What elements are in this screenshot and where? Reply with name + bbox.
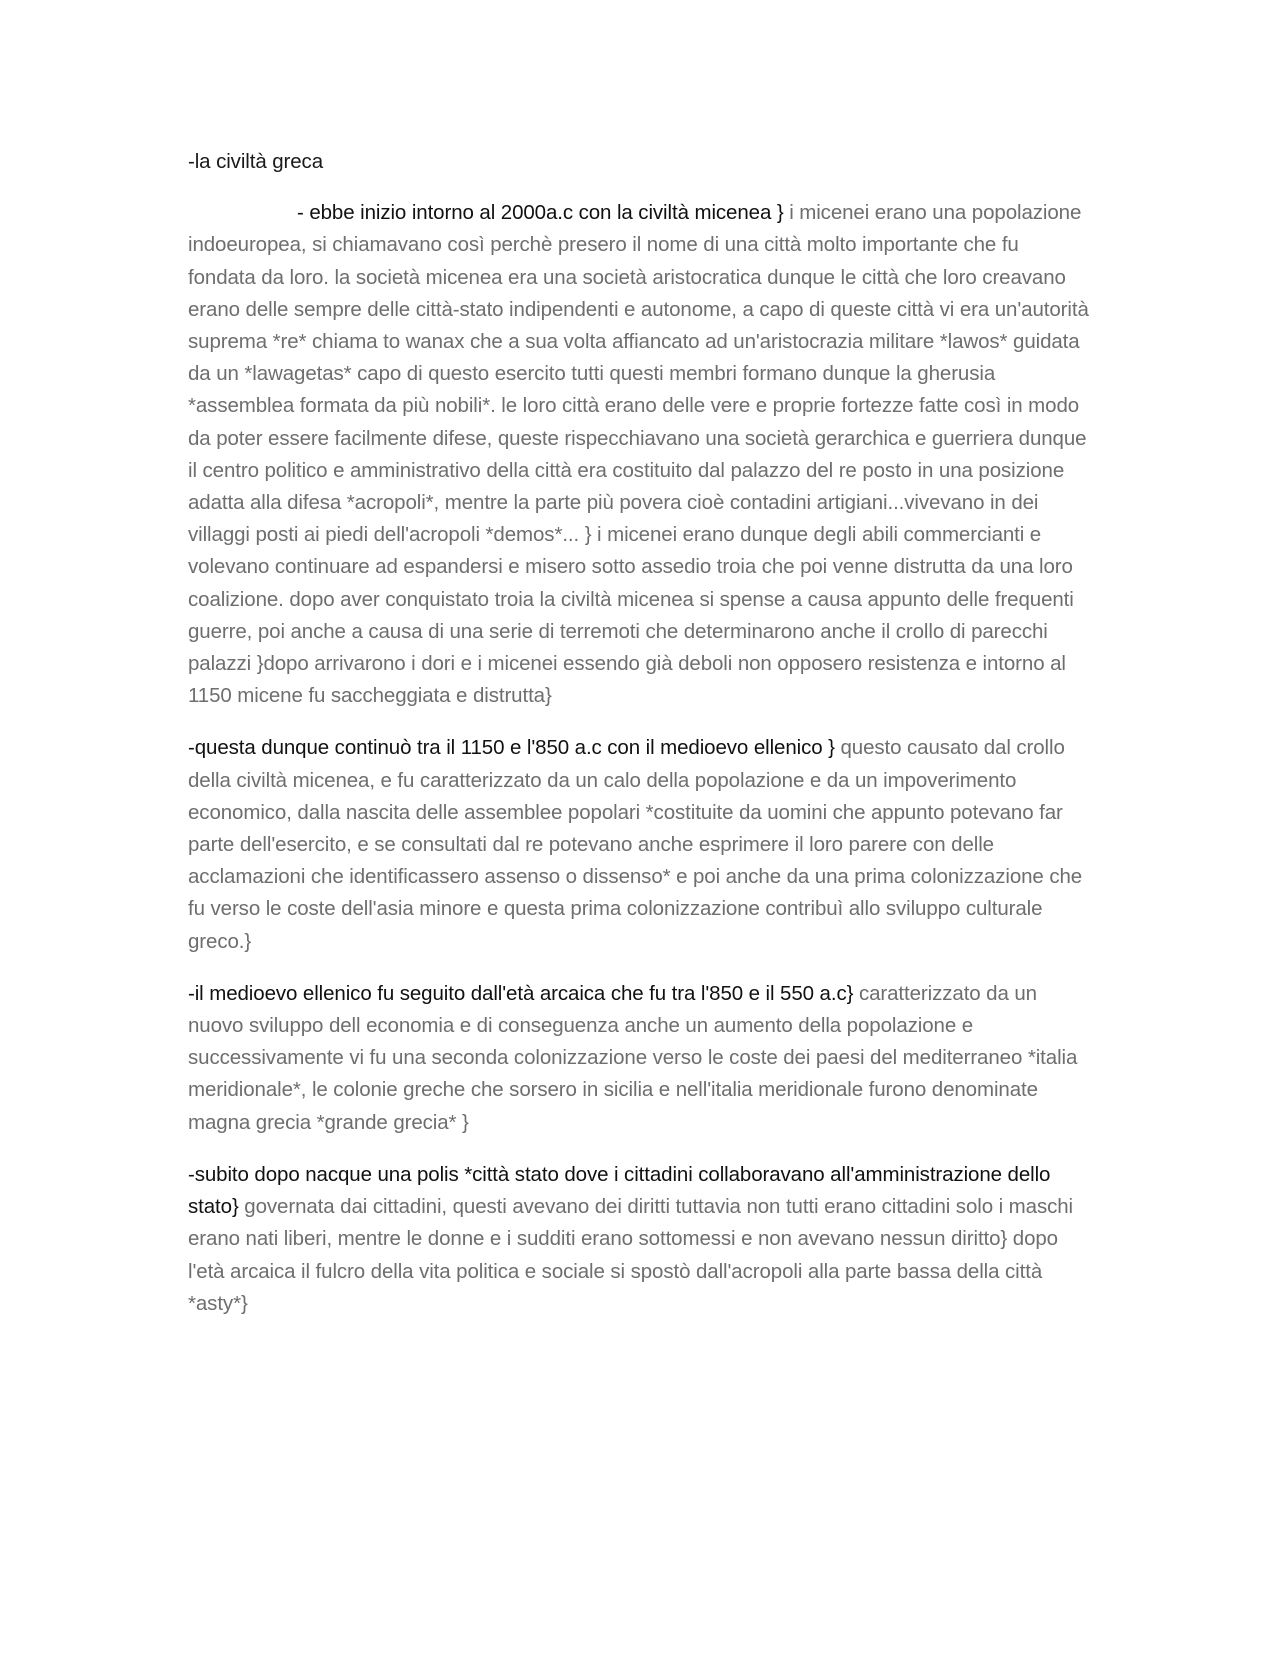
document-page — [188, 146, 1092, 1340]
document-title: -la civiltà greca — [188, 150, 324, 173]
paragraph-lead: -subito dopo nacque una polis *città stato dove i cittadini collaboravano all'amministrazione dello stato} — [188, 1162, 1051, 1219]
paragraph-micenei — [188, 197, 1092, 712]
paragraph-polis — [188, 1159, 1092, 1320]
paragraph-body: i micenei erano una popolazione indoeuropea, si chiamavano così perchè presero il nome di una città molto importante che fu fondata da loro. la società micenea era una società aristocratica dunque le città che loro creavano erano delle sempre delle città-stato indipendenti e autonome, a capo di queste città vi era un'autorità suprema *re* chiama to wanax che a sua volta affiancato ad un'aristocrazia militare *lawos* guidata da un *lawagetas* capo di questo esercito tutti questi membri formano dunque la gherusia *assemblea formata da più nobili*. le loro città erano delle vere e proprie fortezze fatte così in modo da poter essere facilmente difese, queste rispecchiavano una società gerarchica e guerriera dunque il centro politico e amministrativo della città era costituito dal palazzo del re posto in una posizione adatta alla difesa *acropoli*, mentre la parte più povera cioè contadini artigiani...vivevano in dei villaggi posti ai piedi dell'acropoli *demos*... } i micenei erano dunque degli abili commercianti e volevano continuare ad espandersi e misero sotto assedio troia che poi venne distrutta da una loro coalizione. dopo aver conquistato troia la civiltà micenea si spense a causa appunto delle frequenti guerre, poi anche a causa di una serie di terremoti che determinarono anche il crollo di parecchi palazzi }dopo arrivarono i dori e i micenei essendo già deboli non opposero resistenza e intorno al 1150 micene fu saccheggiata e distrutta} — [188, 201, 1089, 708]
paragraph-body: questo causato dal crollo della civiltà micenea, e fu caratterizzato da un calo della popolazione e da un impoverimento economico, dalla nascita delle assemblee popolari *costituite da uomini che appunto potevano far parte dell'esercito, e se consultati dal re potevano anche esprimere il loro parere con delle acclamazioni che identificassero assenso o dissenso* e poi anche da una prima colonizzazione che fu verso le coste dell'asia minore e questa prima colonizzazione contribuì allo sviluppo culturale greco.} — [188, 736, 1083, 953]
paragraph-lead: -il medioevo ellenico fu seguito dall'età arcaica che fu tra l'850 e il 550 a.c} — [188, 981, 854, 1005]
paragraph-lead: - ebbe inizio intorno al 2000a.c con la civiltà micenea } — [297, 201, 784, 225]
paragraph-eta-arcaica — [188, 978, 1092, 1139]
paragraph-medioevo-ellenico — [188, 732, 1092, 957]
paragraph-body: governata dai cittadini, questi avevano dei diritti tuttavia non tutti erano cittadini solo i maschi erano nati liberi, mentre le donne e i sudditi erano sottomessi e non avevano nessun diritto} dopo l'età arcaica il fulcro della vita politica e sociale si spostò dall'acropoli alla parte bassa della città *asty*} — [188, 1195, 1073, 1315]
paragraph-lead: -questa dunque continuò tra il 1150 e l'850 a.c con il medioevo ellenico } — [188, 736, 835, 760]
paragraph-body: caratterizzato da un nuovo sviluppo dell economia e di conseguenza anche un aumento della popolazione e successivamente vi fu una seconda colonizzazione verso le coste dei paesi del mediterraneo *italia meridionale*, le colonie greche che sorsero in sicilia e nell'italia meridionale furono denominate magna grecia *grande grecia* } — [188, 981, 1078, 1134]
